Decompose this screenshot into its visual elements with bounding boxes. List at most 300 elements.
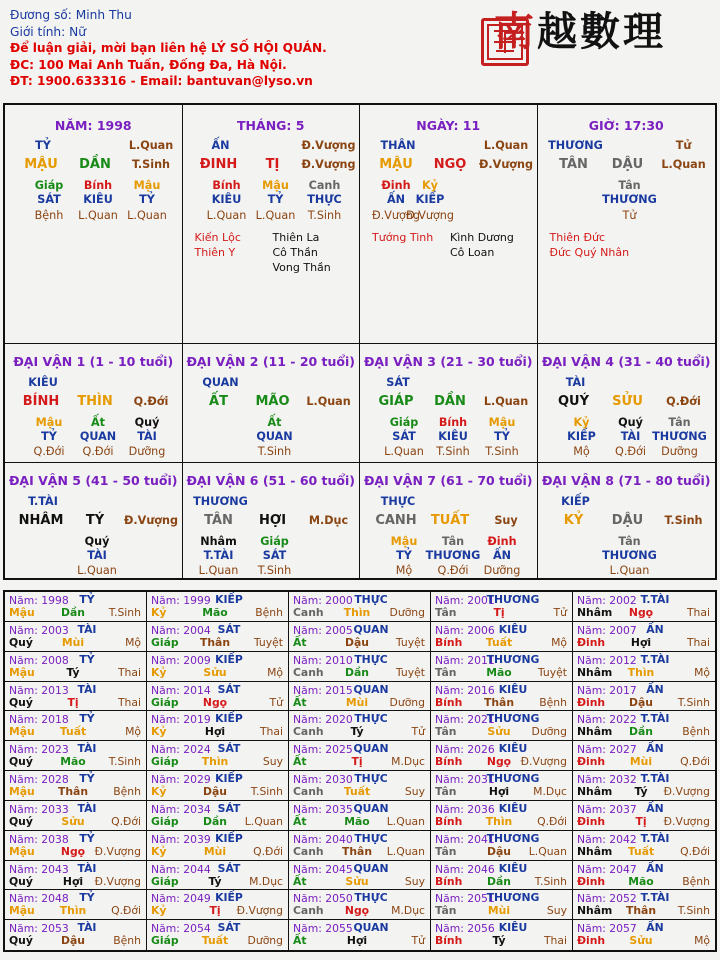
annual-cell — [573, 622, 715, 652]
annual-stage: Suy — [404, 785, 425, 798]
annual-stage: M.Dục — [391, 904, 425, 918]
annual-year: Năm: 2021 — [435, 713, 495, 727]
pillar-stem: TÂN — [559, 157, 588, 172]
annual-stage: Mộ — [551, 635, 567, 649]
annual-stage: Thai — [117, 665, 141, 679]
hidden-god: TÀI — [137, 430, 157, 443]
annual-cell — [431, 890, 573, 920]
annual-stem: Tân — [435, 785, 457, 798]
annual-stem: Mậu — [9, 725, 35, 739]
pillar-notes-left — [372, 230, 433, 245]
hidden-god: SÁT — [37, 193, 61, 206]
dai-van-cell — [183, 463, 361, 578]
annual-cell — [147, 711, 289, 741]
annual-stem: Ất — [293, 755, 307, 769]
annual-star: TÀI — [77, 921, 97, 935]
pillar-hidden-row — [5, 179, 182, 194]
annual-star: SÁT — [217, 742, 241, 756]
annual-stage: Thai — [686, 635, 710, 649]
dai-van-branch: SỬU — [612, 394, 643, 409]
annual-stem: Nhâm — [577, 606, 613, 619]
dai-van-stage: Đ.Vượng — [124, 514, 178, 527]
annual-year: Năm: 2030 — [293, 773, 353, 786]
annual-star: KIÊU — [498, 921, 528, 935]
annual-stage: Tuyệt — [537, 665, 567, 679]
pillar-stage-row — [5, 209, 182, 224]
annual-star: KIÊU — [498, 861, 528, 875]
annual-cell — [5, 592, 147, 622]
annual-branch: Mão — [628, 874, 654, 888]
annual-stem: Kỷ — [151, 606, 167, 619]
hidden-stage: Mộ — [395, 564, 413, 577]
pillar-branch-stage: T.Sinh — [131, 158, 171, 171]
annual-cell — [431, 652, 573, 682]
note-item: Cô Loan — [450, 246, 495, 259]
annual-stage: Đ.Vượng — [663, 814, 710, 828]
annual-branch: Sửu — [61, 814, 85, 828]
annual-year: Năm: 2043 — [9, 862, 69, 876]
pillar-cell — [5, 105, 183, 344]
annual-year: Năm: 2013 — [9, 683, 69, 697]
annual-stem: Tân — [435, 904, 457, 918]
annual-star: QUAN — [353, 682, 389, 696]
annual-stage: Q.Đới — [537, 814, 567, 828]
phone-email-text: ĐT: 1900.633316 - Email: bantuvan@lyso.vn — [10, 74, 313, 88]
hidden-stage: Tử — [622, 209, 637, 222]
annual-cell — [5, 741, 147, 771]
hidden-stem: Bính — [438, 416, 468, 429]
hidden-god: KIÊU — [438, 430, 468, 443]
dai-van-stage: T.Sinh — [664, 514, 703, 527]
hidden-god: THỰC — [307, 193, 342, 206]
annual-star: THỰC — [354, 772, 388, 785]
note-item: Cô Thần — [272, 246, 318, 259]
dai-van-stem: NHÂM — [18, 513, 64, 528]
hidden-god: KIÊU — [211, 193, 242, 206]
annual-stage: Dưỡng — [531, 725, 567, 739]
annual-cell — [573, 592, 715, 622]
annual-star: TÀI — [77, 742, 97, 756]
hidden-stem: Giáp — [389, 416, 419, 429]
annual-branch: Thìn — [201, 755, 229, 769]
hidden-stem: Mậu — [133, 179, 161, 192]
dai-van-god-row — [5, 376, 182, 391]
annual-stage: Đ.Vượng — [94, 874, 141, 888]
pillar-gods-row — [5, 193, 182, 208]
annual-year: Năm: 2038 — [9, 832, 69, 846]
annual-stage: L.Quan — [244, 814, 283, 828]
hidden-god: TỶ — [396, 549, 412, 562]
hidden-god: KIÊU — [83, 193, 113, 206]
dai-van-god-row — [5, 495, 182, 510]
hidden-stem: Bính — [83, 179, 113, 192]
dai-van-stem-god: SÁT — [386, 376, 410, 389]
dai-van-branch: MÃO — [255, 394, 290, 409]
annual-branch: Dần — [203, 814, 227, 828]
annual-branch: Tý — [66, 665, 80, 679]
dai-van-stage: Suy — [494, 514, 518, 527]
annual-cell — [5, 652, 147, 682]
pillar-gods-row — [360, 193, 537, 208]
dai-van-branch: TÝ — [85, 513, 105, 528]
annual-year: Năm: 2057 — [577, 922, 637, 936]
annual-stem: Kỷ — [151, 904, 167, 918]
dai-van-main-row — [5, 395, 182, 410]
annual-star: TÀI — [77, 861, 97, 875]
gender: Giới tính: Nữ — [10, 24, 86, 39]
annual-cell — [289, 592, 431, 622]
annual-branch: Thân — [483, 695, 515, 709]
annual-star: THỰC — [354, 891, 388, 905]
dai-van-stem: KỶ — [563, 513, 584, 528]
annual-stem: Bính — [435, 755, 463, 769]
annual-star: KIÊU — [498, 682, 528, 696]
annual-stage: Bệnh — [255, 606, 283, 619]
annual-branch: Sửu — [345, 874, 369, 888]
annual-branch: Thìn — [627, 665, 655, 679]
annual-cell — [5, 801, 147, 831]
annual-year: Năm: 2018 — [9, 713, 69, 727]
annual-star: TỶ — [79, 593, 95, 606]
annual-year: Năm: 2028 — [9, 773, 69, 786]
annual-year: Năm: 1999 — [151, 594, 211, 607]
hidden-stem: Mậu — [35, 416, 63, 429]
annual-branch: Mùi — [203, 844, 227, 858]
header-info — [10, 7, 327, 90]
annual-year: Năm: 2047 — [577, 862, 637, 876]
hidden-stem: Mậu — [262, 179, 289, 192]
annual-year: Năm: 2009 — [151, 653, 211, 667]
annual-stage: Tử — [411, 725, 425, 739]
hidden-god: THƯƠNG — [652, 430, 707, 443]
annual-star: TỶ — [79, 652, 95, 666]
annual-star: TÀI — [77, 682, 97, 696]
annual-stage: Thai — [543, 934, 567, 948]
pillar-title: NGÀY: 11 — [416, 118, 481, 133]
annual-cell — [573, 741, 715, 771]
annual-year: Năm: 2025 — [293, 743, 353, 757]
note-item: Kình Dương — [450, 231, 514, 244]
annual-stem: Bính — [435, 934, 463, 948]
dai-van-gods-row — [5, 549, 182, 564]
hidden-stem: Ất — [267, 416, 282, 429]
annual-cell — [289, 622, 431, 652]
annual-star: THƯƠNG — [486, 772, 540, 785]
annual-stem: Tân — [435, 725, 457, 739]
annual-branch: Hợi — [346, 934, 368, 948]
hidden-stem: Ất — [90, 416, 106, 429]
pillar-hidden-row — [538, 179, 716, 194]
annual-star: THƯƠNG — [486, 652, 540, 666]
dai-van-gods-row — [360, 549, 537, 564]
hidden-stem: Bính — [212, 179, 241, 192]
annual-stem: Mậu — [9, 904, 35, 918]
annual-year: Năm: 2020 — [293, 713, 353, 727]
annual-stage: Mộ — [125, 635, 141, 649]
dai-van-hidden-row — [538, 416, 716, 431]
pillar-branch-stage: Đ.Vượng — [301, 158, 356, 171]
annual-stem: Canh — [293, 785, 324, 798]
annual-stem: Quý — [9, 874, 33, 888]
pillar-main-row — [5, 158, 182, 173]
dai-van-gods-row — [183, 549, 360, 564]
hidden-stem: Nhâm — [200, 535, 237, 548]
annual-stem: Mậu — [9, 665, 35, 679]
annual-stage: Mộ — [694, 934, 710, 948]
dai-van-stages-row — [538, 564, 716, 578]
hidden-god: TỶ — [494, 430, 510, 443]
annual-stage: Tử — [553, 606, 567, 619]
annual-cell — [573, 771, 715, 801]
dai-van-stages-row — [360, 564, 537, 578]
dai-van-stage: L.Quan — [306, 395, 351, 408]
annual-star: THƯƠNG — [486, 593, 540, 606]
annual-stem: Bính — [435, 635, 463, 649]
annual-branch: Tý — [634, 785, 648, 798]
annual-stem: Nhâm — [577, 725, 613, 739]
hidden-stem: Giáp — [34, 179, 64, 192]
hidden-stem: Mậu — [488, 416, 516, 429]
annual-branch: Dậu — [629, 695, 653, 709]
dai-van-cell — [360, 344, 538, 463]
dai-van-hidden-row — [5, 416, 182, 431]
hidden-stage: Dưỡng — [483, 564, 521, 577]
annual-star: THỰC — [354, 831, 388, 845]
dai-van-branch: DẬU — [611, 513, 644, 528]
annual-stem: Mậu — [9, 785, 35, 798]
annual-stage: Bệnh — [682, 725, 710, 739]
dai-van-title: ĐẠI VẬN 7 (61 - 70 tuổi) — [363, 473, 533, 488]
hidden-god: TỶ — [139, 193, 155, 206]
annual-stem: Mậu — [9, 844, 35, 858]
contact-text: Để luận giải, mời bạn liên hệ LÝ SỐ HỘI QUÁN. — [10, 41, 327, 55]
dai-van-stem: GIÁP — [378, 394, 414, 409]
annual-year: Năm: 2037 — [577, 802, 637, 816]
annual-cell — [289, 801, 431, 831]
annual-star: QUAN — [353, 622, 389, 636]
annual-stem: Bính — [435, 695, 463, 709]
annual-branch: Tuất — [627, 844, 655, 858]
annual-luck-grid — [3, 590, 717, 952]
annual-stem: Nhâm — [577, 904, 613, 918]
pillar-gods-row — [538, 193, 716, 208]
annual-cell — [147, 682, 289, 712]
annual-stage: Q.Đới — [253, 844, 283, 858]
annual-branch: Tị — [67, 695, 79, 709]
annual-cell — [5, 920, 147, 950]
annual-star: THỰC — [354, 593, 388, 606]
hidden-god: T.TÀI — [203, 549, 234, 562]
hidden-stage: Đ.Vượng — [405, 209, 455, 222]
annual-year: Năm: 2011 — [435, 653, 495, 667]
annual-cell — [5, 622, 147, 652]
hidden-stage: Mộ — [573, 445, 590, 458]
annual-cell — [431, 622, 573, 652]
annual-star: THƯƠNG — [486, 891, 540, 905]
pillar-branch: TỊ — [265, 157, 280, 172]
annual-stem: Ất — [293, 934, 307, 948]
annual-year: Năm: 2051 — [435, 892, 495, 906]
annual-year: Năm: 2014 — [151, 683, 211, 697]
annual-stage: Suy — [404, 874, 425, 888]
annual-stage: Đ.Vượng — [94, 844, 141, 858]
dai-van-cell — [5, 344, 183, 463]
annual-branch: Tuất — [485, 635, 513, 649]
annual-stem: Đinh — [577, 695, 606, 709]
annual-stem: Canh — [293, 725, 324, 739]
dai-van-stages-row — [183, 445, 360, 460]
annual-stage: T.Sinh — [250, 785, 283, 798]
annual-star: T.TÀI — [640, 831, 670, 845]
hidden-stem: Quý — [618, 416, 643, 429]
pillar-main-row — [360, 158, 537, 173]
annual-cell — [289, 711, 431, 741]
annual-star: SÁT — [217, 921, 241, 935]
annual-star: SÁT — [217, 861, 241, 875]
dai-van-hidden-row — [183, 535, 360, 550]
annual-stem: Nhâm — [577, 785, 613, 798]
annual-year: Năm: 2019 — [151, 713, 211, 727]
annual-cell — [431, 682, 573, 712]
dai-van-branch: DẦN — [434, 394, 466, 409]
dai-van-title: ĐẠI VẬN 5 (41 - 50 tuổi) — [8, 473, 178, 488]
dai-van-title: ĐẠI VẬN 2 (11 - 20 tuổi) — [186, 354, 356, 369]
pillar-stem-stage: Đ.Vượng — [301, 139, 356, 152]
pillar-branch-stage: L.Quan — [661, 158, 706, 171]
hidden-god: TỶ — [267, 193, 284, 206]
annual-branch: Dậu — [487, 844, 511, 858]
annual-stage: Tử — [411, 934, 425, 948]
annual-year: Năm: 2002 — [577, 594, 637, 607]
annual-branch: Hợi — [62, 874, 84, 888]
annual-year: Năm: 2016 — [435, 683, 495, 697]
annual-branch: Ngọ — [60, 844, 86, 858]
annual-stage: Thai — [259, 725, 283, 739]
annual-year: Năm: 2008 — [9, 653, 69, 667]
annual-stage: M.Dục — [533, 785, 567, 798]
pillar-branch: DẬU — [611, 157, 644, 172]
dai-van-branch: TUẤT — [430, 513, 470, 528]
annual-star: ẤN — [646, 742, 664, 756]
annual-stem: Giáp — [151, 874, 179, 888]
annual-star: SÁT — [217, 682, 241, 696]
annual-cell — [147, 831, 289, 861]
dai-van-main-row — [5, 514, 182, 529]
dai-van-hidden-row — [538, 535, 716, 550]
address-text: ĐC: 100 Mai Anh Tuấn, Đống Đa, Hà Nội. — [10, 57, 287, 72]
annual-year: Năm: 2015 — [293, 683, 353, 697]
annual-stage: Đ.Vượng — [663, 785, 710, 798]
hidden-stage: L.Quan — [609, 564, 650, 577]
annual-stage: Tuyệt — [395, 635, 425, 649]
dai-van-title: ĐẠI VẬN 4 (31 - 40 tuổi) — [541, 354, 711, 369]
annual-stem: Quý — [9, 934, 33, 948]
hidden-stage: L.Quan — [384, 445, 424, 458]
pillar-stem-god: THƯƠNG — [548, 139, 603, 152]
dai-van-god-row — [538, 495, 716, 510]
annual-star: QUAN — [353, 801, 389, 815]
annual-cell — [289, 652, 431, 682]
pillar-stem-stage: L.Quan — [483, 139, 529, 152]
annual-year: Năm: 2034 — [151, 802, 211, 816]
pillar-stage-row — [360, 209, 537, 224]
annual-branch: Hợi — [630, 635, 652, 649]
annual-branch: Dần — [487, 874, 511, 888]
annual-branch: Tý — [492, 934, 506, 948]
annual-stage: Thai — [686, 606, 710, 619]
annual-stem: Canh — [293, 844, 324, 858]
annual-stage: Q.Đới — [111, 904, 141, 918]
annual-year: Năm: 2001 — [435, 594, 495, 607]
annual-cell — [147, 652, 289, 682]
annual-branch: Tị — [635, 814, 647, 828]
pillar-branch-stage: Đ.Vượng — [479, 158, 533, 171]
brand-char: 理 — [623, 8, 666, 55]
dai-van-hidden-row — [360, 416, 537, 431]
annual-cell — [147, 920, 289, 950]
dai-van-gods-row — [360, 430, 537, 445]
hidden-god: TÀI — [620, 430, 641, 443]
dai-van-title: ĐẠI VẬN 6 (51 - 60 tuổi) — [186, 473, 356, 488]
annual-stem: Đinh — [577, 934, 606, 948]
annual-stage: Bệnh — [682, 874, 710, 888]
pillar-stem-god: ẤN — [211, 139, 230, 152]
pillar-cell — [538, 105, 716, 344]
annual-stem: Nhâm — [577, 844, 613, 858]
hidden-stage: Dưỡng — [661, 445, 698, 458]
hidden-god: KIẾP — [567, 430, 596, 443]
dai-van-stages-row — [5, 564, 182, 578]
bazi-chart-grid — [3, 103, 717, 580]
annual-year: Năm: 2040 — [293, 832, 353, 846]
hidden-stage: Q.Đới — [615, 445, 646, 458]
pillar-notes-right — [450, 230, 514, 260]
annual-year: Năm: 2048 — [9, 892, 69, 906]
note-item: Thiên La — [272, 231, 320, 244]
pillar-gods-row — [183, 193, 360, 208]
annual-cell — [431, 741, 573, 771]
hidden-stem: Quý — [134, 416, 160, 429]
annual-star: ẤN — [646, 682, 664, 696]
dai-van-hidden-row — [5, 535, 182, 550]
annual-star: QUAN — [353, 742, 389, 756]
annual-cell — [431, 920, 573, 950]
annual-cell — [5, 682, 147, 712]
dai-van-stem-god: THƯƠNG — [193, 495, 248, 508]
annual-cell — [431, 711, 573, 741]
annual-cell — [5, 890, 147, 920]
annual-year: Năm: 2032 — [577, 773, 637, 786]
pillar-main-row — [183, 158, 360, 173]
annual-year: Năm: 2017 — [577, 683, 637, 697]
dai-van-stem: QUÝ — [557, 394, 590, 409]
annual-cell — [289, 771, 431, 801]
annual-stage: Suy — [546, 904, 567, 918]
annual-cell — [289, 682, 431, 712]
annual-branch: Tị — [351, 755, 363, 769]
hidden-stem: Đinh — [381, 179, 411, 192]
annual-stem: Giáp — [151, 695, 179, 709]
hidden-god: THƯƠNG — [602, 193, 657, 206]
annual-stage: T.Sinh — [677, 904, 710, 918]
annual-star: KIẾP — [215, 891, 243, 905]
pillar-branch: NGỌ — [433, 157, 467, 172]
annual-stage: T.Sinh — [108, 606, 141, 619]
dai-van-cell — [538, 344, 716, 463]
annual-stem: Giáp — [151, 755, 179, 769]
hidden-god: ẤN — [386, 193, 406, 206]
annual-cell — [147, 801, 289, 831]
